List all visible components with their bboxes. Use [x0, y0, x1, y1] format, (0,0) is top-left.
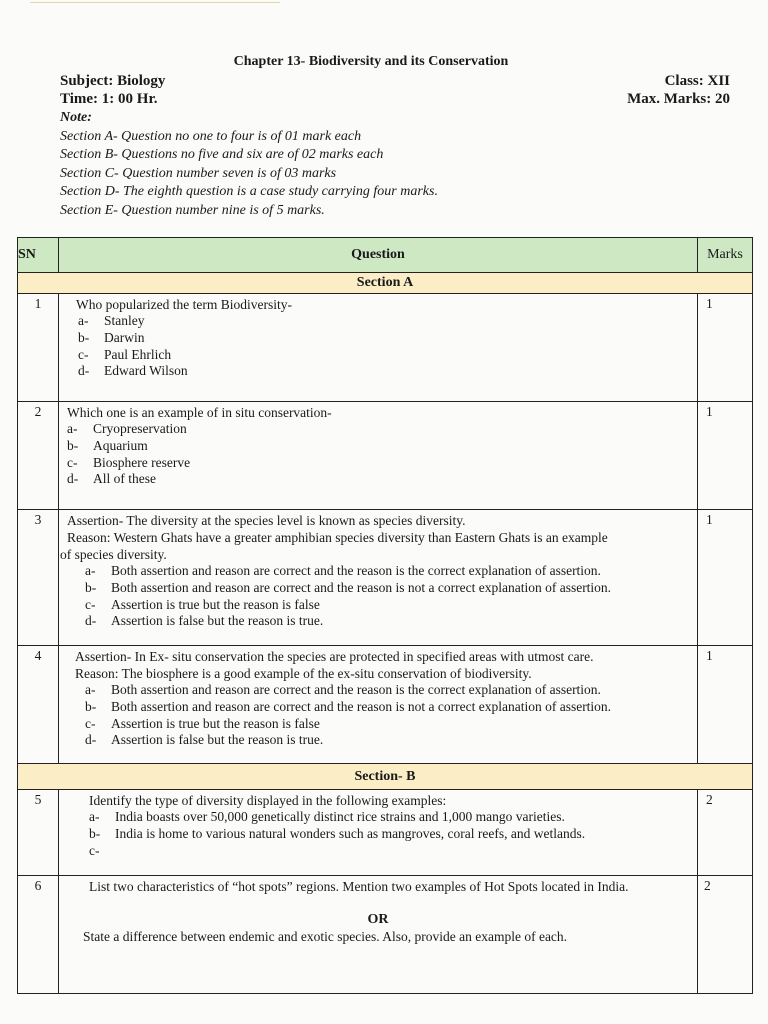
options-list — [89, 809, 697, 859]
question-number: 3 — [18, 510, 59, 646]
class-label: Class: XII — [664, 73, 730, 89]
table-row — [18, 646, 753, 764]
option-letter: a- — [78, 313, 89, 328]
question-marks: 1 — [698, 402, 753, 510]
option-letter: b- — [89, 825, 101, 841]
option-item — [67, 438, 697, 455]
question-cell — [59, 790, 698, 876]
option-letter: a- — [67, 421, 78, 436]
option-letter: c- — [89, 842, 100, 858]
table-row — [18, 510, 753, 646]
question-cell — [59, 510, 698, 646]
question-number: 1 — [18, 294, 59, 402]
question-cell — [59, 646, 698, 764]
option-letter: a- — [89, 809, 100, 824]
option-item — [89, 826, 697, 843]
table-row — [18, 402, 753, 510]
option-letter: c- — [85, 596, 96, 612]
option-text: Edward Wilson — [104, 363, 188, 379]
max-marks-label: Max. Marks: 20 — [627, 91, 730, 107]
option-text: Assertion is true but the reason is false — [111, 596, 320, 612]
question-text: List two characteristics of “hot spots” regions. Mention two examples of Hot Spots located in India. — [89, 879, 629, 894]
column-header-question: Question — [59, 238, 698, 273]
option-text: Darwin — [104, 329, 145, 345]
question-marks: 1 — [698, 646, 753, 764]
option-letter: b- — [67, 437, 79, 453]
options-list — [76, 313, 697, 380]
question-number: 6 — [18, 876, 59, 994]
question-text: Who popularized the term Biodiversity- — [76, 297, 292, 312]
option-text: Both assertion and reason are correct and the reason is the correct explanation of assertion. — [111, 682, 601, 697]
option-item — [85, 732, 697, 749]
option-text: Assertion is true but the reason is false — [111, 715, 320, 731]
question-cell — [59, 402, 698, 510]
option-item — [89, 843, 697, 860]
option-item — [67, 421, 697, 438]
option-letter: d- — [85, 732, 97, 748]
question-text: Which one is an example of in situ conservation- — [67, 405, 332, 420]
option-letter: b- — [78, 329, 90, 345]
instructions-note — [60, 109, 438, 221]
question-marks: 1 — [698, 510, 753, 646]
reason-text-continued: of species diversity. — [60, 547, 167, 562]
option-item — [85, 682, 697, 699]
time-label: Time: 1: 00 Hr. — [60, 91, 158, 107]
option-item — [85, 563, 697, 580]
options-list — [60, 563, 697, 630]
table-header-row — [18, 238, 753, 273]
option-item — [85, 580, 697, 597]
subject-label: Subject: Biology — [60, 73, 166, 89]
option-item — [67, 471, 697, 488]
question-number: 5 — [18, 790, 59, 876]
option-item — [78, 347, 697, 364]
question-text: Identify the type of diversity displayed in the following examples: — [89, 793, 447, 808]
option-item — [67, 455, 697, 472]
question-marks: 1 — [698, 294, 753, 402]
or-separator: OR — [367, 912, 389, 927]
option-text: India boasts over 50,000 genetically distinct rice strains and 1,000 mango varieties. — [115, 809, 565, 824]
section-b-row — [18, 764, 753, 790]
option-item — [85, 613, 697, 630]
option-item — [78, 363, 697, 380]
reason-text: Reason: The biosphere is a good example of the ex-situ conservation of biodiversity. — [75, 666, 532, 681]
assertion-text: Assertion- The diversity at the species level is known as species diversity. — [67, 513, 466, 528]
question-marks: 2 — [698, 876, 753, 994]
column-header-marks: Marks — [698, 238, 753, 273]
option-text: Paul Ehrlich — [104, 346, 172, 362]
chapter-title: Chapter 13- Biodiversity and its Conservation — [233, 54, 509, 69]
option-text: India is home to various natural wonders such as mangroves, coral reefs, and wetlands. — [115, 825, 586, 841]
option-letter: d- — [85, 613, 97, 629]
table-row — [18, 876, 753, 994]
column-header-sn: SN — [18, 238, 59, 273]
option-letter: a- — [85, 682, 96, 697]
options-list — [67, 421, 697, 488]
note-line: Section A- Question no one to four is of 01 mark each — [60, 128, 362, 144]
reason-text: Reason: Western Ghats have a greater amphibian species diversity than Eastern Ghats is an example — [67, 530, 608, 545]
question-table — [17, 237, 753, 994]
table-row — [18, 294, 753, 402]
option-text: Cryopreservation — [93, 421, 187, 436]
option-text: Both assertion and reason are correct and the reason is not a correct explanation of assertion. — [111, 579, 612, 595]
question-cell — [59, 876, 698, 994]
question-number: 2 — [18, 402, 59, 510]
option-item — [85, 597, 697, 614]
option-text: All of these — [93, 471, 156, 487]
option-letter: c- — [78, 346, 89, 362]
option-item — [78, 313, 697, 330]
option-text: Assertion is false but the reason is true. — [111, 732, 324, 748]
option-letter: d- — [78, 363, 90, 379]
option-letter: b- — [85, 579, 97, 595]
note-line: Section E- Question number nine is of 5 marks. — [60, 202, 325, 218]
option-text: Aquarium — [93, 437, 148, 453]
option-text: Both assertion and reason are correct and the reason is the correct explanation of assertion. — [111, 563, 601, 578]
note-line: Section C- Question number seven is of 03 marks — [60, 165, 337, 181]
top-rule — [30, 2, 280, 3]
question-marks: 2 — [698, 790, 753, 876]
assertion-text: Assertion- In Ex- situ conservation the species are protected in specified areas with utmost care. — [75, 649, 594, 664]
option-letter: c- — [85, 715, 96, 731]
option-text: Biosphere reserve — [93, 454, 191, 470]
option-letter: d- — [67, 471, 79, 487]
note-line: Section B- Questions no five and six are of 02 marks each — [60, 147, 384, 163]
section-b-heading: Section- B — [18, 764, 753, 790]
option-letter: a- — [85, 563, 96, 578]
option-item — [85, 699, 697, 716]
section-a-heading: Section A — [18, 273, 753, 294]
option-letter: c- — [67, 454, 78, 470]
section-a-row — [18, 273, 753, 294]
option-letter: b- — [85, 698, 97, 714]
note-line: Section D- The eighth question is a case study carrying four marks. — [60, 184, 438, 200]
option-item — [85, 716, 697, 733]
note-title: Note: — [60, 110, 92, 125]
option-text: Stanley — [104, 313, 145, 328]
options-list — [75, 682, 697, 749]
table-row — [18, 790, 753, 876]
option-text: Assertion is false but the reason is true. — [111, 613, 324, 629]
option-item — [89, 809, 697, 826]
question-number: 4 — [18, 646, 59, 764]
alternative-question-text: State a difference between endemic and exotic species. Also, provide an example of each. — [83, 929, 568, 944]
question-cell — [59, 294, 698, 402]
option-text: Both assertion and reason are correct and the reason is not a correct explanation of assertion. — [111, 698, 612, 714]
option-item — [78, 330, 697, 347]
